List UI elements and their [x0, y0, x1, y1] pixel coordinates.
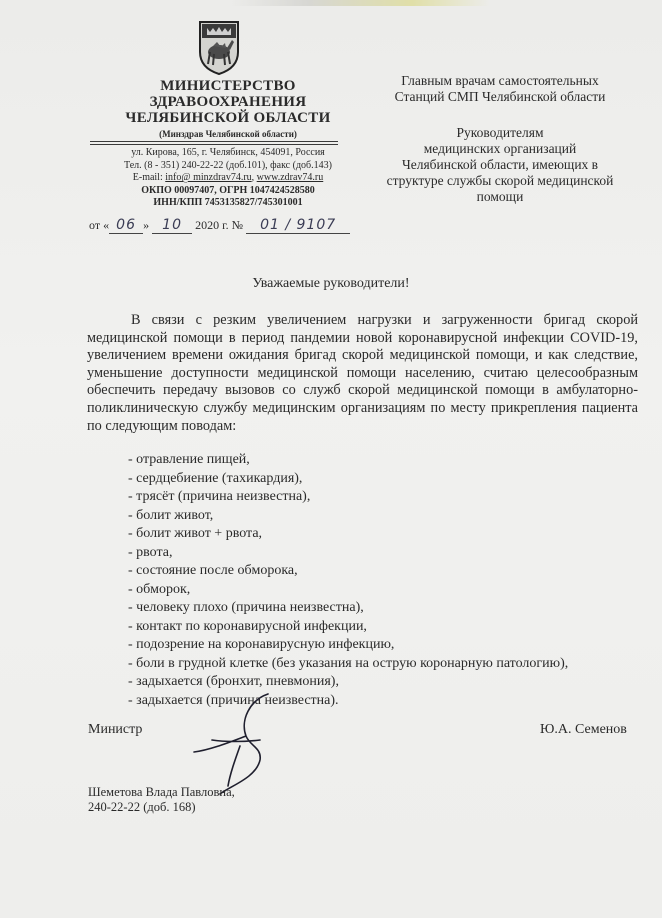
coat-of-arms-icon: [190, 18, 248, 76]
email-line: E-mail: info@ minzdrav74.ru, www.zdrav74.ru: [132, 172, 324, 184]
signer-role: Министр: [88, 722, 143, 737]
signer-name: Ю.А. Семенов: [540, 722, 627, 737]
addressee-line: структуре службы скорой медицинской: [386, 173, 614, 188]
date-month: 10: [152, 217, 192, 234]
addressee-line: Челябинской области, имеющих в: [401, 157, 599, 172]
header-divider: [90, 144, 338, 145]
ministry-title-line: МИНИСТЕРСТВО: [160, 78, 296, 94]
executor-phone: 240-22-22 (доб. 168): [88, 800, 196, 814]
addressee-line: помощи: [476, 189, 524, 204]
scan-smudge: [230, 0, 490, 6]
okpo-ogrn: ОКПО 00097407, ОГРН 1047424528580: [141, 184, 315, 196]
date-day: 06: [109, 217, 143, 234]
list-item: - обморок,: [128, 581, 191, 597]
list-item: - человеку плохо (причина неизвестна),: [128, 600, 364, 615]
addressee-line: медицинских организаций: [423, 141, 577, 156]
addressee-spacer: [360, 105, 640, 125]
addressee-line: Руководителям: [456, 125, 544, 140]
ministry-title: [80, 78, 376, 126]
phone: Тел. (8 - 351) 240-22-22 (доб.101), факс (доб.143): [124, 159, 332, 171]
address: ул. Кирова, 165, г. Челябинск, 454091, Россия: [131, 147, 325, 158]
list-item: - рвота,: [128, 544, 173, 560]
contact-block: [80, 147, 376, 210]
email-label: E-mail:: [132, 172, 163, 184]
date-number-line: от « 06 » 10 2020 г. № 01 / 9107: [89, 217, 389, 234]
list-item: - болит живот + рвота,: [128, 526, 263, 541]
list-item: - задыхается (причина неизвестна).: [128, 692, 339, 708]
ministry-title-line: ЧЕЛЯБИНСКОЙ ОБЛАСТИ: [125, 110, 331, 126]
addressee-line: Станций СМП Челябинской области: [394, 89, 606, 104]
list-item: - состояние после обморока,: [128, 563, 298, 578]
date-year: 2020 г.: [195, 218, 229, 232]
email-link[interactable]: info@ minzdrav74.ru: [165, 172, 252, 184]
executor-name: Шеметова Влада Павловна,: [88, 785, 235, 799]
list-item: - боли в грудной клетке (без указания на острую коронарную патологию),: [128, 655, 569, 671]
ministry-title-line: ЗДРАВООХРАНЕНИЯ: [149, 94, 307, 110]
list-item: - подозрение на коронавирусную инфекцию,: [128, 637, 395, 652]
executor-block: [88, 785, 235, 815]
list-item: - сердцебиение (тахикардия),: [128, 470, 303, 486]
salutation: Уважаемые руководители!: [252, 276, 410, 291]
header-divider: [90, 141, 338, 142]
list-item: - болит живот,: [128, 507, 214, 523]
date-prefix: от: [89, 218, 101, 232]
handwritten-signature: [190, 690, 300, 798]
addressee-line: Главным врачам самостоятельных: [401, 73, 599, 88]
ministry-short-name: (Минздрав Челябинской области): [159, 129, 297, 139]
reasons-list: [128, 451, 568, 710]
list-item: - задыхается (бронхит, пневмония),: [128, 674, 339, 689]
body-text: В связи с резким увеличением нагрузки и загруженности бригад скорой медицинской помощи в период пандемии новой коронавирусной инфекции COVID-19, увеличением времени ожидания бригад скорой медицинской помощи, и как следствие, уменьшение доступности медицинской помощи населению, считаю целесообразным обеспечить передачу вызовов со служб скорой медицинской помощи в амбулаторно-поликлиническую службу медицинским организациям по месту прикрепления пациента по следующим поводам:: [87, 312, 638, 434]
document-number: 01 / 9107: [246, 217, 350, 234]
list-item: - трясёт (причина неизвестна),: [128, 489, 311, 504]
list-item: - отравление пищей,: [128, 452, 250, 467]
number-label: №: [231, 218, 244, 232]
addressee-block: [360, 73, 640, 205]
website-link[interactable]: www.zdrav74.ru: [256, 172, 324, 184]
body-paragraph: [87, 312, 638, 435]
list-item: - контакт по коронавирусной инфекции,: [128, 618, 367, 634]
inn-kpp: ИНН/КПП 7453135827/745301001: [153, 197, 303, 209]
